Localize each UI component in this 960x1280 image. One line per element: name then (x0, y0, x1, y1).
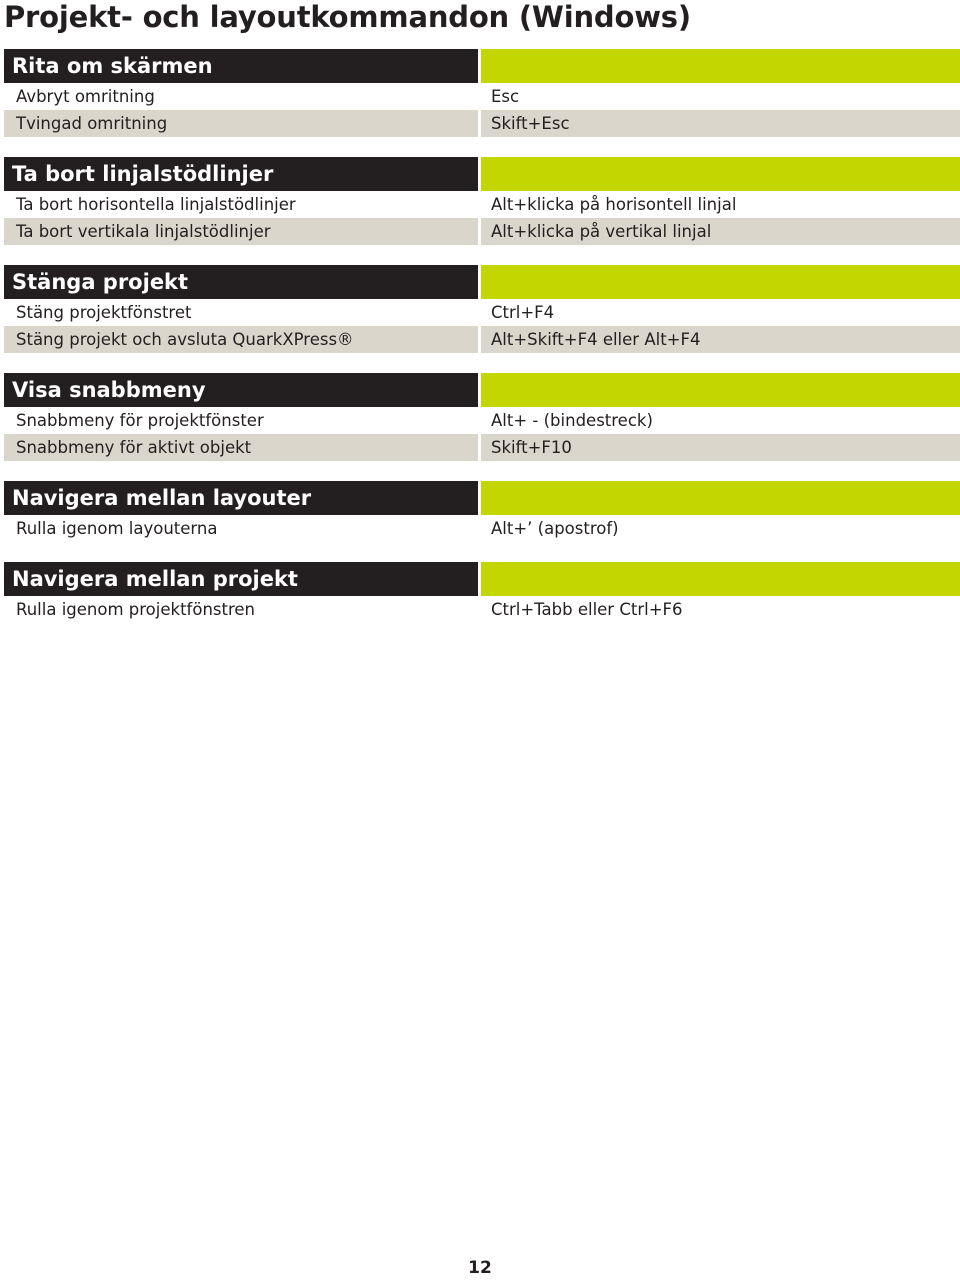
section-context-menu (4, 373, 960, 461)
command-label: Snabbmeny för projektfönster (16, 411, 264, 430)
shortcut-keys: Alt+’ (apostrof) (491, 519, 619, 538)
section-close-project (4, 265, 960, 353)
shortcut-row (4, 218, 960, 245)
shortcut-keys: Ctrl+F4 (491, 303, 555, 322)
shortcut-keys: Alt+klicka på horisontell linjal (491, 195, 737, 214)
shortcut-keys: Esc (491, 87, 520, 106)
shortcut-keys: Skift+F10 (491, 438, 572, 457)
section-header (4, 373, 960, 407)
section-accent-bar (481, 373, 960, 407)
section-header (4, 562, 960, 596)
shortcut-keys: Skift+Esc (491, 114, 570, 133)
shortcut-keys: Ctrl+Tabb eller Ctrl+F6 (491, 600, 683, 619)
section-redraw-screen (4, 49, 960, 137)
section-title: Navigera mellan layouter (4, 481, 478, 515)
shortcut-keys: Alt+ - (bindestreck) (491, 411, 653, 430)
command-label: Rulla igenom projektfönstren (16, 600, 255, 619)
command-label: Rulla igenom layouterna (16, 519, 218, 538)
command-label: Ta bort horisontella linjalstödlinjer (16, 195, 296, 214)
section-title: Navigera mellan projekt (4, 562, 478, 596)
shortcut-sections (4, 49, 960, 643)
shortcut-row (4, 596, 960, 623)
section-navigate-layouts (4, 481, 960, 542)
section-title: Stänga projekt (4, 265, 478, 299)
section-header (4, 265, 960, 299)
section-remove-ruler-guides (4, 157, 960, 245)
command-label: Avbryt omritning (16, 87, 155, 106)
shortcut-row (4, 299, 960, 326)
page-title: Projekt- och layoutkommandon (Windows) (4, 0, 691, 34)
shortcut-row (4, 407, 960, 434)
section-accent-bar (481, 157, 960, 191)
section-header (4, 157, 960, 191)
section-accent-bar (481, 265, 960, 299)
shortcut-row (4, 110, 960, 137)
shortcut-row (4, 326, 960, 353)
shortcut-keys: Alt+Skift+F4 eller Alt+F4 (491, 330, 701, 349)
section-title: Ta bort linjalstödlinjer (4, 157, 478, 191)
command-label: Ta bort vertikala linjalstödlinjer (16, 222, 271, 241)
command-label: Stäng projektfönstret (16, 303, 192, 322)
section-title: Visa snabbmeny (4, 373, 478, 407)
section-header (4, 49, 960, 83)
shortcut-row (4, 83, 960, 110)
command-label: Snabbmeny för aktivt objekt (16, 438, 252, 457)
section-header (4, 481, 960, 515)
shortcut-keys: Alt+klicka på vertikal linjal (491, 222, 712, 241)
shortcut-row (4, 191, 960, 218)
shortcut-row (4, 515, 960, 542)
section-accent-bar (481, 481, 960, 515)
command-label: Tvingad omritning (16, 114, 168, 133)
page-number: 12 (468, 1258, 492, 1278)
section-title: Rita om skärmen (4, 49, 478, 83)
section-navigate-projects (4, 562, 960, 623)
section-accent-bar (481, 49, 960, 83)
shortcut-row (4, 434, 960, 461)
section-accent-bar (481, 562, 960, 596)
command-label: Stäng projekt och avsluta QuarkXPress® (16, 330, 354, 349)
